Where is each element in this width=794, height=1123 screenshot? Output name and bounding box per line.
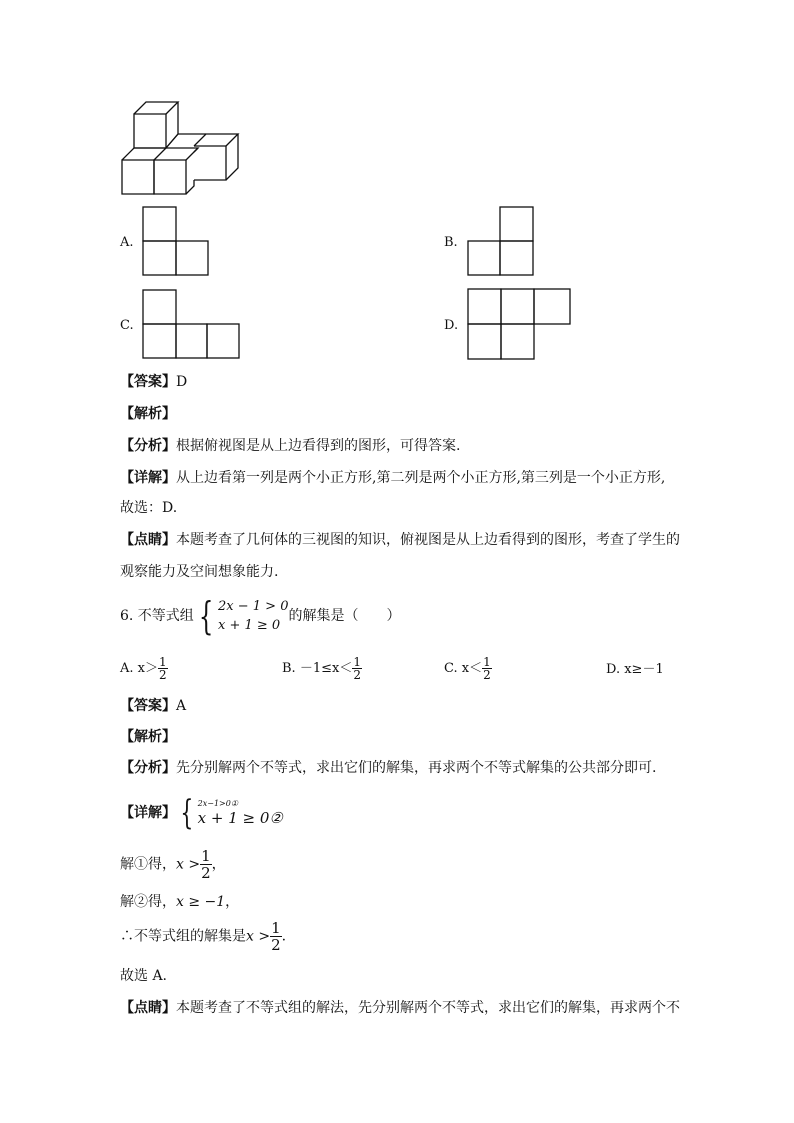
q6-dianjing-line	[120, 998, 680, 1018]
frac-num: 1	[483, 655, 491, 669]
frac-den: 2	[201, 864, 211, 882]
step-suffix: .	[281, 928, 287, 945]
frac-num: 1	[353, 655, 361, 669]
q6-analysis-tag: 【解析】	[120, 729, 176, 745]
q6-fenxi-line	[120, 758, 656, 778]
q6-system	[218, 597, 288, 635]
answer-tag: 【答案】	[120, 374, 176, 390]
step-math: x >	[246, 928, 271, 945]
q5-xiangjie-line	[120, 468, 665, 488]
step-text: 解②得，	[120, 894, 176, 910]
xiangjie-tag: 【详解】	[120, 805, 176, 821]
left-brace-icon: {	[180, 793, 194, 833]
cube-solid-figure	[118, 98, 242, 198]
q6-stem-tail: 的解集是（ ）	[288, 608, 401, 624]
dianjing-tag: 【点睛】	[120, 1000, 176, 1016]
q6-option-a	[120, 656, 168, 681]
q6-option-c	[444, 656, 492, 681]
fenxi-text: 根据俯视图是从上边看得到的图形，可得答案.	[176, 438, 461, 454]
q6-sys-1: 2x−1>0①	[197, 799, 238, 808]
answer-value: D	[176, 374, 188, 390]
q6-xiangjie-line	[120, 794, 283, 832]
q6-ineq-2: x + 1 ≥ 0	[218, 618, 281, 633]
q5-xiangjie-line-2: 故选：D.	[120, 500, 178, 516]
q6-step-3	[120, 920, 286, 953]
answer-tag: 【答案】	[120, 698, 176, 714]
q5-option-b-figure	[467, 206, 535, 276]
fenxi-text: 先分别解两个不等式，求出它们的解集，再求两个不等式解集的公共部分即可.	[176, 760, 657, 776]
q5-option-c-figure	[142, 289, 242, 359]
q6-stem	[120, 596, 400, 636]
fraction-one-half	[158, 656, 168, 681]
answer-value: A	[176, 698, 187, 714]
step-math: x ≥ −1	[176, 894, 226, 910]
dianjing-tag: 【点睛】	[120, 532, 176, 548]
fenxi-tag: 【分析】	[120, 438, 176, 454]
xiangjie-text: 从上边看第一列是两个小正方形,第二列是两个小正方形,第三列是一个小正方形,	[176, 470, 666, 486]
q5-option-b-label: B.	[444, 235, 458, 250]
q5-option-c-label: C.	[120, 318, 134, 333]
q6-option-c-text: C. x＜	[444, 661, 483, 676]
q6-solution-system	[198, 799, 283, 827]
fenxi-tag: 【分析】	[120, 760, 176, 776]
frac-den: 2	[159, 668, 167, 682]
step-text: 解①得，	[120, 856, 176, 873]
left-brace-icon: {	[198, 594, 214, 638]
q5-option-a-figure	[142, 206, 210, 276]
q5-fenxi-line	[120, 436, 460, 456]
q6-ineq-1: 2x − 1 > 0	[218, 599, 289, 614]
q6-answer-line	[120, 696, 186, 716]
q6-option-a-text: A. x＞	[120, 661, 158, 676]
frac-num: 1	[159, 655, 167, 669]
q6-choose: 故选 A.	[120, 968, 168, 984]
q6-step-2	[120, 892, 239, 912]
q6-option-b	[282, 656, 362, 681]
fraction-one-half	[352, 656, 362, 681]
q6-option-b-text: B. －1≤x＜	[282, 661, 353, 676]
q6-option-d: D. x≥－1	[606, 662, 664, 677]
q6-sys-2: x + 1 ≥ 0②	[197, 809, 283, 827]
q5-dianjing-line	[120, 530, 680, 550]
q5-option-a-label: A.	[120, 235, 134, 250]
q5-option-d-label: D.	[444, 318, 459, 333]
q6-step-1	[120, 848, 226, 881]
frac-den: 2	[353, 668, 361, 682]
q5-option-d-figure	[467, 288, 573, 360]
frac-den: 2	[483, 668, 491, 682]
fraction-one-half	[270, 920, 282, 953]
frac-den: 2	[271, 936, 281, 954]
step-suffix: ，	[211, 856, 226, 873]
step-suffix: ，	[225, 894, 240, 910]
frac-num: 1	[201, 847, 211, 865]
q5-dianjing-line-2: 观察能力及空间想象能力.	[120, 564, 279, 580]
dianjing-text: 本题考查了不等式组的解法，先分别解两个不等式，求出它们的解集，再求两个不	[176, 1000, 680, 1016]
fraction-one-half	[482, 656, 492, 681]
q5-analysis-tag: 【解析】	[120, 406, 176, 422]
dianjing-text: 本题考查了几何体的三视图的知识，俯视图是从上边看得到的图形，考查了学生的	[176, 532, 680, 548]
q5-answer-line	[120, 372, 187, 392]
fraction-one-half	[200, 848, 212, 881]
frac-num: 1	[271, 919, 281, 937]
step-math: x >	[176, 856, 201, 873]
q6-number: 6. 不等式组	[120, 608, 194, 624]
step-text: ∴不等式组的解集是	[120, 928, 246, 945]
xiangjie-tag: 【详解】	[120, 470, 176, 486]
